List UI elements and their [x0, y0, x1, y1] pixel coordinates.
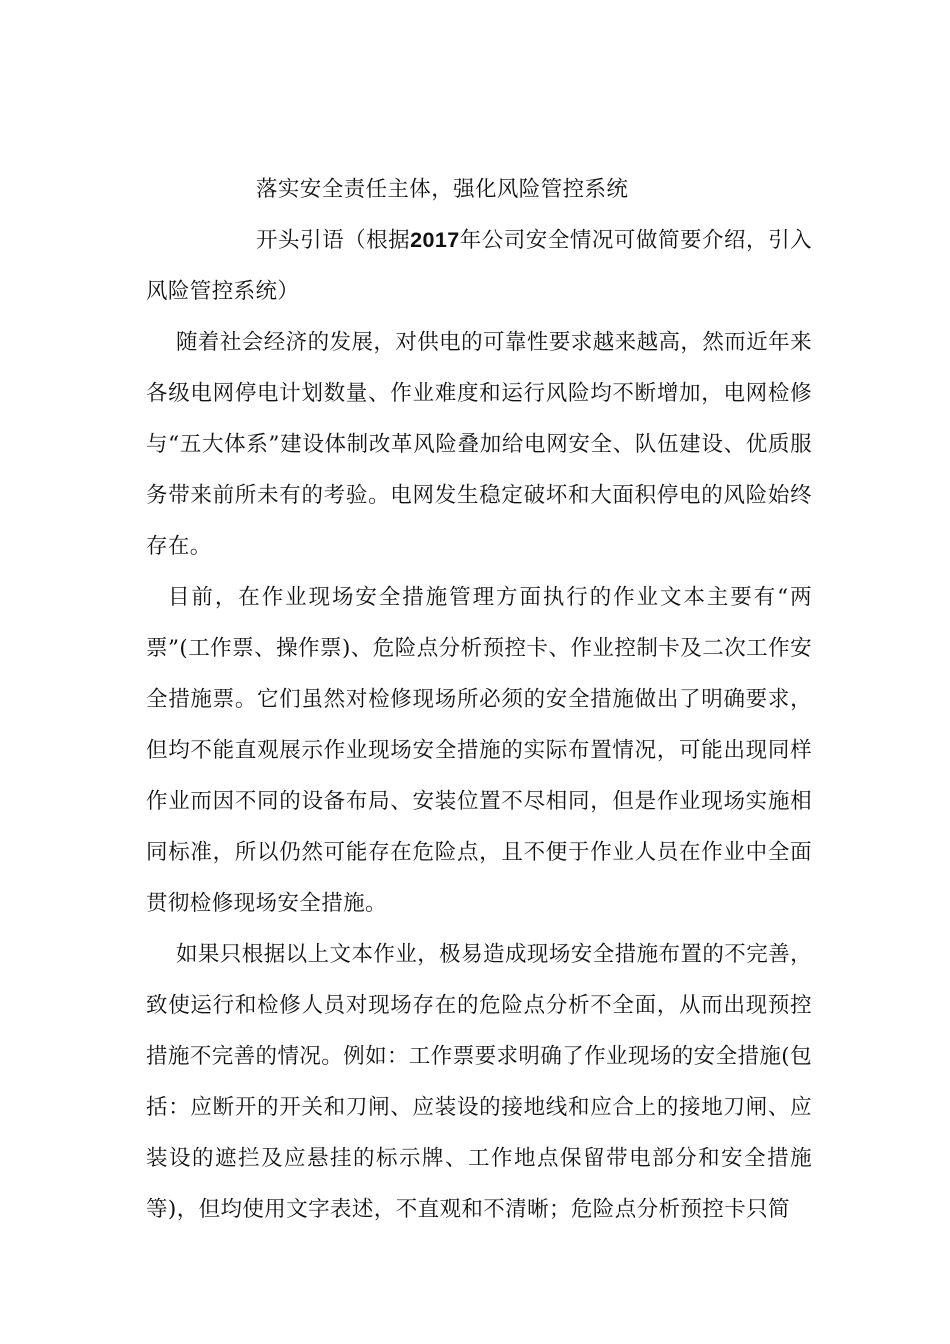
- intro-note: [146, 215, 812, 317]
- paragraph-current-practice: 目前，在作业现场安全措施管理方面执行的作业文本主要有“两票”(工作票、操作票)、危险点分析预控卡、作业控制卡及二次工作安全措施票。它们虽然对检修现场所必须的安全措施做出了明确要求，但均不能直观展示作业现场安全措施的实际布置情况，可能出现同样作业而因不同的设备布局、安装位置不尽相同，但是作业现场实施相同标准，所以仍然可能存在危险点，且不便于作业人员在作业中全面贯彻检修现场安全措施。: [146, 585, 812, 916]
- intro-year: 2017: [410, 228, 460, 252]
- paragraph-problem: 如果只根据以上文本作业，极易造成现场安全措施布置的不完善，致使运行和检修人员对现场存在的危险点分析不全面，从而出现预控措施不完善的情况。例如：工作票要求明确了作业现场的安全措施(包括：应断开的开关和刀闸、应装设的接地线和应合上的接地刀闸、应装设的遮拦及应悬挂的标示牌、工作地点保留带电部分和安全措施等)，但均使用文字表述，不直观和不清晰；危险点分析预控卡只简: [146, 942, 812, 1222]
- document-body: [146, 164, 812, 1235]
- document-title: 落实安全责任主体，强化风险管控系统: [256, 177, 629, 202]
- paragraph-background: 随着社会经济的发展，对供电的可靠性要求越来越高，然而近年来各级电网停电计划数量、作业难度和运行风险均不断增加，电网检修与“五大体系”建设体制改革风险叠加给电网安全、队伍建设、优质服务带来前所未有的考验。电网发生稳定破坏和大面积停电的风险始终存在。: [146, 330, 812, 559]
- intro-suffix: 年公司安全情况可做简要介绍，引入风险管控系统）: [146, 228, 812, 304]
- intro-prefix: 开头引语（根据: [256, 228, 411, 253]
